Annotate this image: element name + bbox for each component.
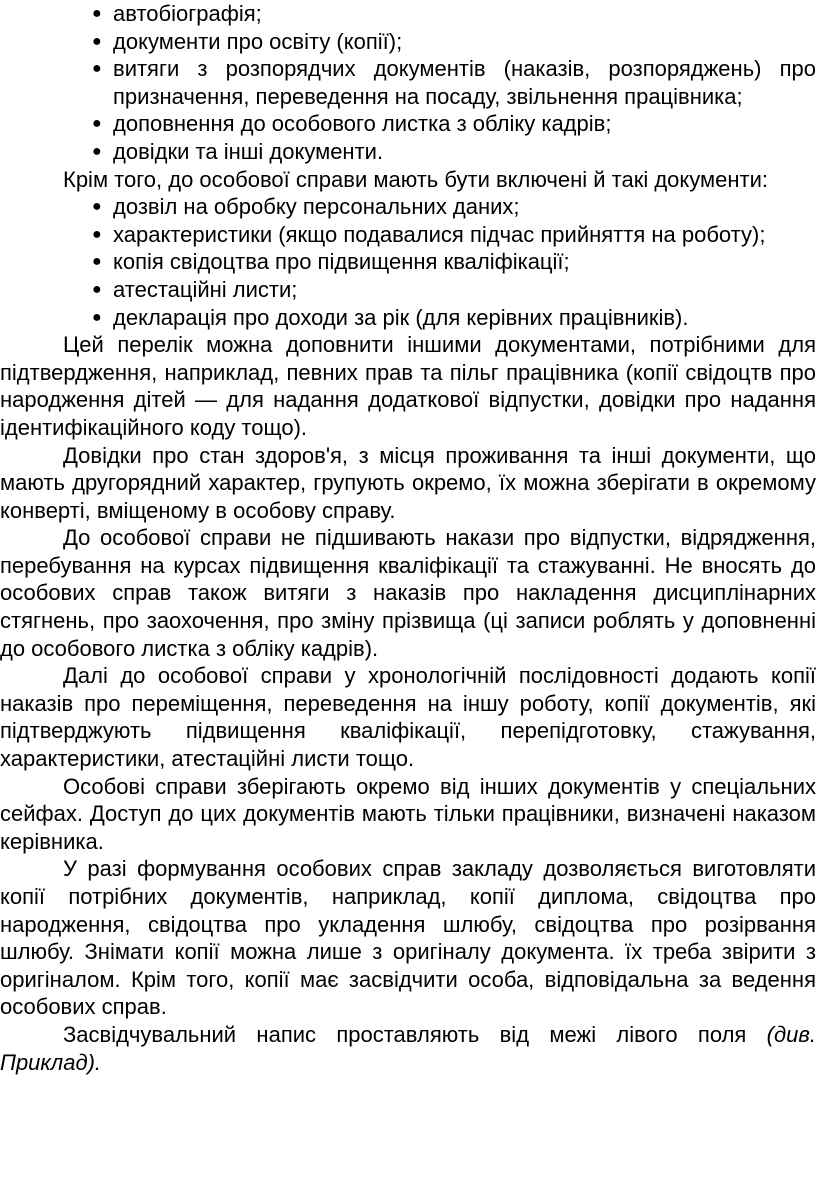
list-item-text: автобіографія;: [113, 1, 262, 26]
list-item: [0, 138, 816, 166]
bullet-icon: ●: [92, 115, 102, 133]
paragraph-intro: Крім того, до особової справи мають бути включені й такі документи:: [63, 166, 769, 192]
bullet-icon: ●: [92, 32, 102, 50]
list-item: [0, 193, 816, 221]
list-item-text: витяги з розпорядчих документів (наказів, розпоряджень) про призначення, переведення на посаду, звільнення працівника;: [113, 56, 816, 109]
bullet-icon: ●: [92, 142, 102, 160]
list-item-text: довідки та інші документи.: [113, 138, 384, 164]
bullet-icon: ●: [92, 308, 102, 326]
list-item: [0, 276, 816, 304]
bullet-icon: ●: [92, 198, 102, 216]
list-item-text: дозвіл на обробку персональних даних;: [113, 194, 520, 220]
paragraph: Далі до особової справи у хронологічній послідовності додають копії наказів про переміщення, переведення на іншу роботу, копії документів, які підтверджують підвищення кваліфікації, перепідготовку, стажування, характеристики, атестаційні листи тощо.: [0, 663, 816, 772]
document-list-2: [0, 193, 816, 331]
list-item-text: атестаційні листи;: [113, 276, 298, 302]
list-item: [0, 0, 816, 28]
example-reference: (див. Приклад).: [0, 1021, 816, 1075]
list-item-text: характеристики (якщо подавалися підчас прийняття на роботу);: [113, 221, 766, 247]
list-item: [0, 248, 816, 276]
bullet-icon: ●: [92, 60, 102, 78]
list-item-text: декларація про доходи за рік (для керівних працівників).: [113, 304, 689, 330]
list-item: [0, 110, 816, 138]
list-item: [0, 221, 816, 249]
paragraph: Довідки про стан здоров'я, з місця проживання та інші документи, що мають другорядний характер, групують окремо, їх можна зберігати в окремому конверті, вміщеному в особову справу.: [0, 442, 816, 523]
paragraph: Цей перелік можна доповнити іншими документами, потрібними для підтвердження, наприклад, певних прав та пільг працівника (копії свідоцтв про народження дітей — для надання додаткової відпустки, довідки про надання ідентифікаційного коду тощо).: [0, 332, 816, 440]
list-item: [0, 55, 816, 110]
bullet-icon: ●: [92, 280, 102, 298]
paragraph: До особової справи не підшивають накази про відпустки, відрядження, перебування на курсах підвищення кваліфікації та стажуванні. Не вносять до особових справ також витяги з наказів про накладення дисциплінарних стягнень, про заохочення, про зміну прізвища (ці записи роблять у доповненні до особового листка з обліку кадрів).: [0, 525, 816, 661]
list-item-text: доповнення до особового листка з обліку кадрів;: [113, 111, 612, 137]
list-item: [0, 304, 816, 332]
list-item-text: копія свідоцтва про підвищення кваліфікації;: [113, 249, 570, 275]
document-list-1: [0, 0, 816, 166]
bullet-icon: ●: [92, 225, 102, 243]
paragraph-final-text: Засвідчувальний напис проставляють від межі лівого поля: [63, 1021, 767, 1047]
bullet-icon: ●: [92, 253, 102, 271]
list-item-text: документи про освіту (копії);: [113, 28, 403, 54]
paragraph-final: [0, 1021, 816, 1076]
paragraph: Особові справи зберігають окремо від інших документів у спеціальних сейфах. Доступ до цих документів мають тільки працівники, визначені наказом керівника.: [0, 773, 816, 854]
bullet-icon: ●: [92, 5, 102, 22]
list-item: [0, 28, 816, 56]
paragraph: У разі формування особових справ закладу дозволяється виготовляти копії потрібних документів, наприклад, копії диплома, свідоцтва про народження, свідоцтва про укладення шлюбу, свідоцтва про розірвання шлюбу. Знімати копії можна лише з оригіналу документа. їх треба звірити з оригіналом. Крім того, копії має засвідчити особа, відповідальна за ведення особових справ.: [0, 856, 816, 1020]
